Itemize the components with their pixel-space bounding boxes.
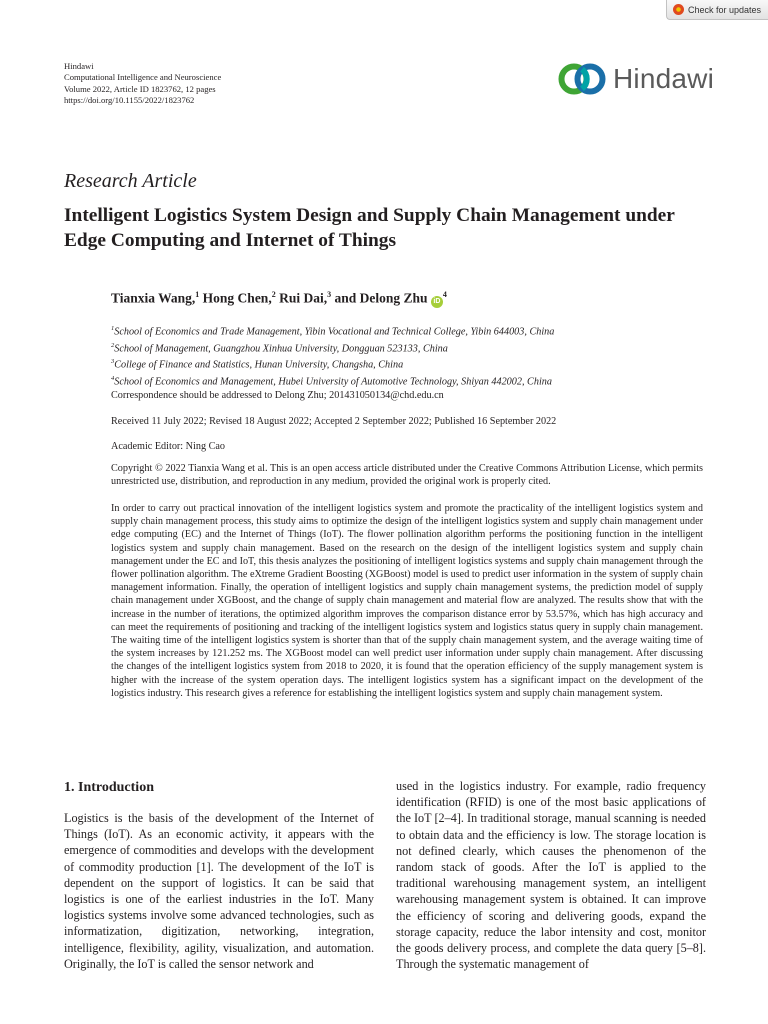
- article-type: Research Article: [64, 170, 197, 192]
- affiliation-text: School of Management, Guangzhou Xinhua University, Dongguan 523133, China: [114, 342, 448, 354]
- article-dates: Received 11 July 2022; Revised 18 August 2022; Accepted 2 September 2022; Published 16 September 2022: [111, 416, 557, 427]
- abstract: In order to carry out practical innovation of the intelligent logistics system and promote the practicality of the intelligent logistics system and supply chain management process, this study aims to optimize the design of the intelligent logistics system and supply chain management under edge computing (EC) and the Internet of Things (IoT). The flower pollination algorithm performs the positioning function in the intelligent logistics system and supply chain management. Based on the research on the design of the intelligent logistics system and supply chain management under the EC and IoT, this thesis analyzes the positioning of intelligent logistics systems and supply chain management through the flower pollination algorithm. The eXtreme Gradient Boosting (XGBoost) model is used to predict user information in the system of supply chain management information. Finally, the operation of intelligent logistics and supply chain management systems, the prediction model of supply chain management under XGBoost, and the change of supply chain management and material flow are analyzed. The results show that with the increase in the number of iterations, the optimized algorithm improves the comparison distance error by 53.57%, which has high accuracy and can meet the requirements of positioning and tracking of the intelligent logistics system and logistics status query in supply chain management. The waiting time of the intelligent logistics system is shorter than that of the supply chain management system, and the average waiting time of the system increases by 121.252 ms. The XGBoost model can well predict user information under supply chain management. After discussing the changes of the intelligent logistics system from 2018 to 2020, it is found that the operation efficiency of the supply management system is higher with the increase of the system operation days. The intelligent logistics system has a significant impact on the development of the logistics industry. This research gives a reference for establishing the intelligent logistics system and supply chain management system.: [111, 503, 703, 699]
- crossmark-icon: [673, 4, 684, 15]
- affiliation-text: School of Economics and Trade Management, Yibin Vocational and Technical College, Yibin 644003, China: [114, 326, 555, 338]
- body-column-right: used in the logistics industry. For example, radio frequency identification (RFID) is one of the most basic applications of the IoT [2–4]. In traditional storage, manual scanning is needed to obtain data and the efficiency is low. The storage location is not defined clearly, which causes the phenomenon of the random stack of goods. After the IoT is applied to the traditional warehousing management system, an intelligent warehousing management system is obtained. It can improve the efficiency of scoring and delivering goods, expand the storage capacity, reduce the labor intensity and cost, monitor the goods delivery process, and complete the data query [5–8]. Through the systematic management of: [396, 779, 706, 972]
- author-affiliation-marker: 2: [271, 290, 276, 299]
- affiliation-item: [111, 322, 554, 339]
- volume-info: Volume 2022, Article ID 1823762, 12 pages: [64, 83, 216, 94]
- body-column-left: Logistics is the basis of the development of the Internet of Things (IoT). As an economic activity, it appears with the emergence of commodities and develops with the development of commodity production [1]. The development of the IoT is dependent on the support of logistics. It can be said that logistics is one of the earliest industries in the IoT. Many logistics systems involve some advanced technologies, such as informatization, digitization, networking, integration, intelligence, flexibility, agility, visualization, and automation. Originally, the IoT is called the sensor network and: [64, 811, 374, 971]
- section-heading: 1. Introduction: [64, 780, 154, 795]
- author-affiliation-marker: 3: [327, 290, 332, 299]
- journal-meta: [64, 61, 221, 107]
- author-list: [111, 290, 447, 308]
- article-title: Intelligent Logistics System Design and Supply Chain Management under Edge Computing and Internet of Things: [64, 205, 675, 251]
- author-affiliation-marker: 4: [442, 290, 447, 299]
- affiliation-marker: 4: [111, 374, 115, 382]
- affiliation-marker: 3: [111, 358, 115, 366]
- affiliation-text: School of Economics and Management, Hubei University of Automotive Technology, Shiyan 442002, China: [114, 376, 552, 388]
- affiliation-marker: 1: [111, 325, 115, 332]
- orcid-icon[interactable]: iD: [431, 296, 443, 308]
- author-name: Hong Chen,: [202, 290, 272, 306]
- doi-link[interactable]: https://doi.org/10.1155/2022/1823762: [64, 95, 195, 106]
- hindawi-logo-text: Hindawi: [613, 63, 714, 94]
- affiliation-marker: 2: [111, 341, 115, 349]
- copyright-notice: Copyright © 2022 Tianxia Wang et al. This is an open access article distributed under the Creative Commons Attribution License, which permits unrestricted use, distribution, and reproduction in any medium, provided the original work is properly cited.: [111, 463, 703, 488]
- publisher-name: Hindawi: [64, 61, 94, 71]
- author-name: Tianxia Wang,: [111, 290, 196, 306]
- correspondence: Correspondence should be addressed to Delong Zhu; 201431050134@chd.edu.cn: [111, 390, 444, 401]
- affiliations: [111, 322, 554, 388]
- check-for-updates-label: Check for updates: [688, 4, 762, 15]
- author-affiliation-marker: 1: [195, 290, 200, 299]
- affiliation-item: [111, 355, 554, 372]
- author-name: Rui Dai,: [279, 290, 328, 306]
- hindawi-logo: [557, 62, 714, 96]
- affiliation-text: College of Finance and Statistics, Hunan University, Changsha, China: [114, 359, 404, 371]
- affiliation-item: [111, 339, 554, 356]
- journal-name: Computational Intelligence and Neuroscience: [64, 72, 222, 83]
- academic-editor: Academic Editor: Ning Cao: [111, 441, 226, 452]
- check-for-updates-button[interactable]: [666, 0, 768, 20]
- affiliation-item: [111, 372, 554, 389]
- author-name: and Delong Zhu: [334, 290, 428, 306]
- hindawi-rings-icon: [557, 62, 607, 96]
